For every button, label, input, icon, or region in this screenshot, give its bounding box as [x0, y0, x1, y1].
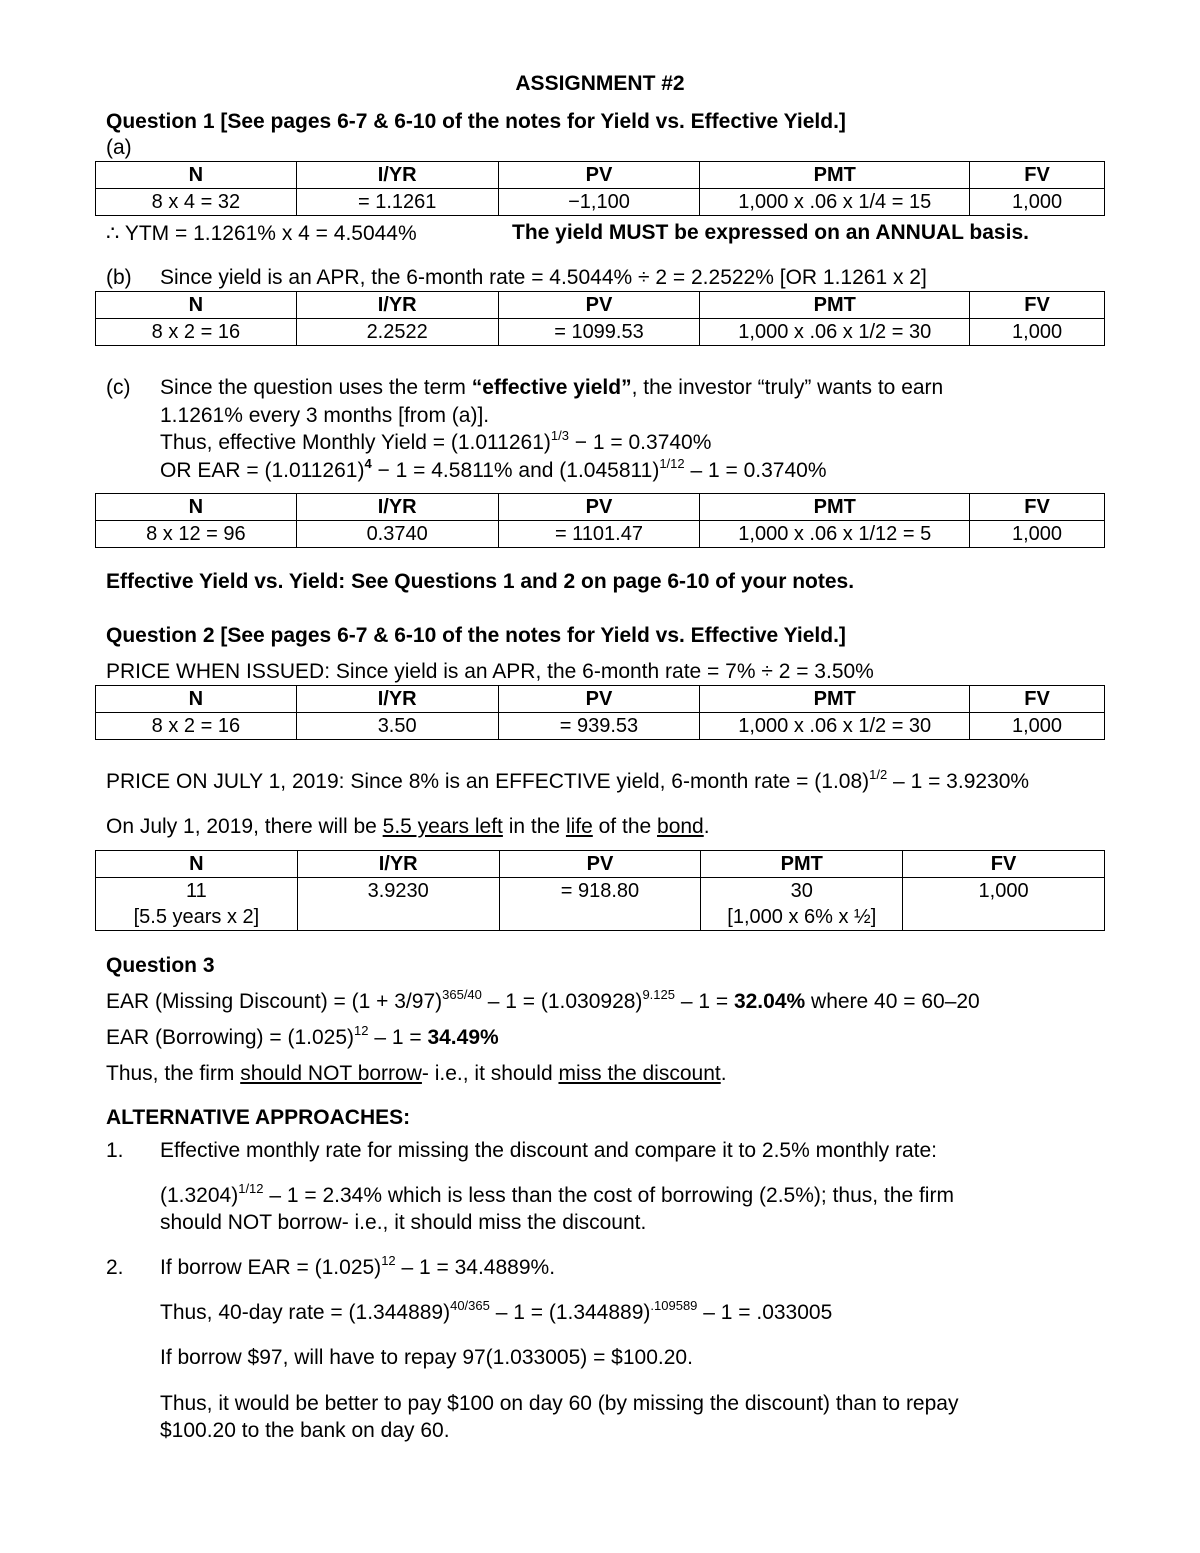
q3-ear-borrow-pre: EAR (Borrowing) = (1.025)	[106, 1026, 355, 1049]
table-row	[96, 319, 1105, 346]
alt2-l2-post: – 1 = .033005	[697, 1301, 833, 1324]
header-iyr: I/YR	[296, 686, 498, 713]
header-n: N	[96, 686, 297, 713]
q1c-line3-pre: Thus, effective Monthly Yield = (1.011261)	[160, 431, 551, 454]
alt1-text: Effective monthly rate for missing the discount and compare it to 2.5% monthly rate:	[160, 1139, 937, 1162]
q1c-line4-post: – 1 = 0.3740%	[684, 459, 827, 482]
alt1-calc	[160, 1181, 954, 1208]
q3-heading: Question 3	[106, 954, 215, 977]
cell-fv: 1,000	[970, 189, 1105, 216]
cell-pmt: 1,000 x .06 x 1/2 = 30	[700, 713, 970, 740]
q3-ear-miss-sup: 365/40	[442, 987, 482, 1002]
q1-heading: Question 1 [See pages 6-7 & 6-10 of the notes for Yield vs. Effective Yield.]	[106, 110, 846, 133]
header-pv: PV	[498, 686, 700, 713]
cell-pmt-note: [1,000 x 6% x ½]	[727, 906, 877, 928]
cell-fv: 1,000	[970, 713, 1105, 740]
cell-pv: = 1101.47	[498, 521, 700, 548]
cell-iyr: 2.2522	[296, 319, 498, 346]
cell-n	[96, 878, 298, 931]
q3-ear-borrow-bold: 34.49%	[427, 1026, 499, 1049]
table-header-row	[96, 851, 1105, 878]
q1c-line1-post: , the investor “truly” wants to earn	[631, 376, 944, 399]
q2-july-text	[106, 767, 1030, 794]
cell-fv: 1,000	[970, 521, 1105, 548]
cell-n: 8 x 2 = 16	[96, 713, 297, 740]
q3-ear-miss-sup2: 9.125	[642, 987, 675, 1002]
q2-july-sup: 1/2	[869, 767, 888, 782]
header-pv: PV	[498, 162, 700, 189]
q3-thus-mid: - i.e., it should	[421, 1062, 559, 1085]
header-pv: PV	[499, 851, 701, 878]
q3-ear-miss-mid: – 1 = (1.030928)	[481, 990, 643, 1013]
q1b-table	[95, 291, 1105, 346]
header-pv: PV	[498, 292, 700, 319]
q3-conclusion	[106, 1062, 727, 1086]
alt2-line4: Thus, it would be better to pay $100 on day 60 (by missing the discount) than to repay	[160, 1392, 959, 1415]
q1c-line3-sup: 1/3	[550, 428, 569, 443]
alt1-calc-sup: 1/12	[238, 1181, 264, 1196]
q2-issued-text: PRICE WHEN ISSUED: Since yield is an APR, the 6-month rate = 7% ÷ 2 = 3.50%	[106, 660, 874, 683]
q3-thus-post: .	[720, 1062, 727, 1085]
cell-iyr: = 1.1261	[296, 189, 498, 216]
q1c-line3	[160, 428, 712, 455]
q1c-line3-post: − 1 = 0.3740%	[568, 431, 712, 454]
q3-ear-miss-pre: EAR (Missing Discount) = (1 + 3/97)	[106, 990, 443, 1013]
q2-july-post: – 1 = 3.9230%	[887, 770, 1030, 793]
header-pmt: PMT	[700, 162, 970, 189]
q2-left-post: .	[703, 815, 710, 838]
cell-n-note: [5.5 years x 2]	[133, 906, 260, 928]
q1a-annual-note: The yield MUST be expressed on an ANNUAL basis.	[512, 221, 1029, 244]
q1c-line1-pre: Since the question uses the term	[160, 376, 472, 399]
header-pmt: PMT	[701, 851, 903, 878]
q1c-line4-sup2: 1/12	[659, 456, 685, 471]
header-n: N	[96, 292, 297, 319]
q2-heading: Question 2 [See pages 6-7 & 6-10 of the notes for Yield vs. Effective Yield.]	[106, 624, 846, 647]
q2-left-mid1: in the	[502, 815, 566, 838]
q1a-ytm: ∴ YTM = 1.1261% x 4 = 4.5044%	[106, 222, 417, 245]
header-n: N	[96, 851, 298, 878]
header-iyr: I/YR	[297, 851, 499, 878]
header-fv: FV	[970, 162, 1105, 189]
cell-n-value: 11	[186, 880, 207, 902]
q3-ear-missing	[106, 987, 980, 1014]
table-header-row	[96, 494, 1105, 521]
q2-left-pre: On July 1, 2019, there will be	[106, 815, 383, 838]
q3-ear-miss-bold: 32.04%	[733, 990, 806, 1013]
alt-heading: ALTERNATIVE APPROACHES:	[106, 1106, 411, 1129]
q3-ear-borrow-sup: 12	[354, 1023, 369, 1038]
alt2-line1	[160, 1253, 556, 1280]
q1c-line4-mid: − 1 = 4.5811% and (1.045811)	[371, 459, 660, 482]
table-row	[96, 878, 1105, 931]
alt2-sup: 12	[381, 1253, 396, 1268]
q2-july-table	[95, 850, 1105, 931]
cell-iyr: 0.3740	[296, 521, 498, 548]
header-fv: FV	[970, 292, 1105, 319]
table-row	[96, 521, 1105, 548]
header-fv: FV	[903, 851, 1105, 878]
alt2-l2-mid: – 1 = (1.344889)	[489, 1301, 651, 1324]
header-pmt: PMT	[700, 686, 970, 713]
header-n: N	[96, 162, 297, 189]
cell-iyr: 3.9230	[297, 878, 499, 931]
table-header-row	[96, 686, 1105, 713]
header-pv: PV	[498, 494, 700, 521]
cell-pv: = 1099.53	[498, 319, 700, 346]
q1-summary: Effective Yield vs. Yield: See Questions 1 and 2 on page 6-10 of your notes.	[106, 570, 855, 593]
alt2-l2-sup: 40/365	[450, 1298, 490, 1313]
page-title: ASSIGNMENT #2	[515, 72, 685, 95]
q1c-line1	[160, 376, 943, 400]
q2-left-u3: bond	[657, 815, 704, 838]
alt2-post: – 1 = 34.4889%.	[395, 1256, 556, 1279]
q3-thus-pre: Thus, the firm	[106, 1062, 241, 1085]
cell-n: 8 x 4 = 32	[96, 189, 297, 216]
header-iyr: I/YR	[296, 494, 498, 521]
q1a-label: (a)	[106, 136, 132, 159]
q2-years-left	[106, 815, 710, 839]
table-header-row	[96, 292, 1105, 319]
table-header-row	[96, 162, 1105, 189]
table-row	[96, 713, 1105, 740]
cell-pmt: 1,000 x .06 x 1/2 = 30	[700, 319, 970, 346]
q2-left-mid2: of the	[592, 815, 658, 838]
header-fv: FV	[970, 494, 1105, 521]
q2-issued-table	[95, 685, 1105, 740]
q3-ear-miss-mid2: – 1 =	[674, 990, 734, 1013]
cell-fv: 1,000	[970, 319, 1105, 346]
q1c-label: (c)	[106, 376, 131, 399]
alt1-calc-line2: should NOT borrow- i.e., it should miss the discount.	[160, 1211, 647, 1234]
q2-july-pre: PRICE ON JULY 1, 2019: Since 8% is an EFFECTIVE yield, 6-month rate = (1.08)	[106, 770, 870, 793]
alt2-line3: If borrow $97, will have to repay 97(1.033005) = $100.20.	[160, 1346, 693, 1369]
alt1-calc-pre: (1.3204)	[160, 1184, 239, 1207]
cell-pmt: 1,000 x .06 x 1/12 = 5	[700, 521, 970, 548]
q3-ear-borrow-mid: – 1 =	[368, 1026, 428, 1049]
header-iyr: I/YR	[296, 292, 498, 319]
cell-fv: 1,000	[903, 878, 1105, 931]
cell-n: 8 x 12 = 96	[96, 521, 297, 548]
header-n: N	[96, 494, 297, 521]
header-fv: FV	[970, 686, 1105, 713]
q1c-line2: 1.1261% every 3 months [from (a)].	[160, 404, 490, 427]
q2-left-u2: life	[565, 815, 593, 838]
cell-pv: = 918.80	[499, 878, 701, 931]
q1b-text: Since yield is an APR, the 6-month rate = 4.5044% ÷ 2 = 2.2522% [OR 1.1261 x 2]	[160, 266, 927, 289]
header-pmt: PMT	[700, 292, 970, 319]
alt2-l2-sup2: .109589	[650, 1298, 698, 1313]
q3-ear-miss-post: where 40 = 60–20	[805, 990, 980, 1013]
alt2-pre: If borrow EAR = (1.025)	[160, 1256, 382, 1279]
q1c-line4-sup: 4	[364, 456, 372, 471]
alt2-l2-pre: Thus, 40-day rate = (1.344889)	[160, 1301, 451, 1324]
q1c-line4	[160, 456, 827, 483]
cell-pmt-value: 30	[790, 880, 813, 902]
header-iyr: I/YR	[296, 162, 498, 189]
alt2-line5: $100.20 to the bank on day 60.	[160, 1419, 450, 1442]
q3-ear-borrowing	[106, 1023, 499, 1050]
q3-thus-u2: miss the discount	[558, 1062, 721, 1085]
alt2-line2	[160, 1298, 833, 1325]
q1b-label: (b)	[106, 266, 132, 289]
q1a-table	[95, 161, 1105, 216]
cell-n: 8 x 2 = 16	[96, 319, 297, 346]
q1c-table	[95, 493, 1105, 548]
cell-iyr: 3.50	[296, 713, 498, 740]
alt1-calc-post: – 1 = 2.34% which is less than the cost of borrowing (2.5%); thus, the firm	[263, 1184, 954, 1207]
cell-pv: = 939.53	[498, 713, 700, 740]
q3-thus-u1: should NOT borrow	[240, 1062, 422, 1085]
header-pmt: PMT	[700, 494, 970, 521]
q1c-line4-pre: OR EAR = (1.011261)	[160, 459, 365, 482]
alt1-number: 1.	[106, 1139, 124, 1162]
cell-pmt	[701, 878, 903, 931]
q1c-line1-bold: “effective yield”	[471, 376, 632, 399]
table-row	[96, 189, 1105, 216]
cell-pv: −1,100	[498, 189, 700, 216]
q2-left-u1: 5.5 years left	[382, 815, 503, 838]
cell-pmt: 1,000 x .06 x 1/4 = 15	[700, 189, 970, 216]
alt2-number: 2.	[106, 1256, 124, 1279]
